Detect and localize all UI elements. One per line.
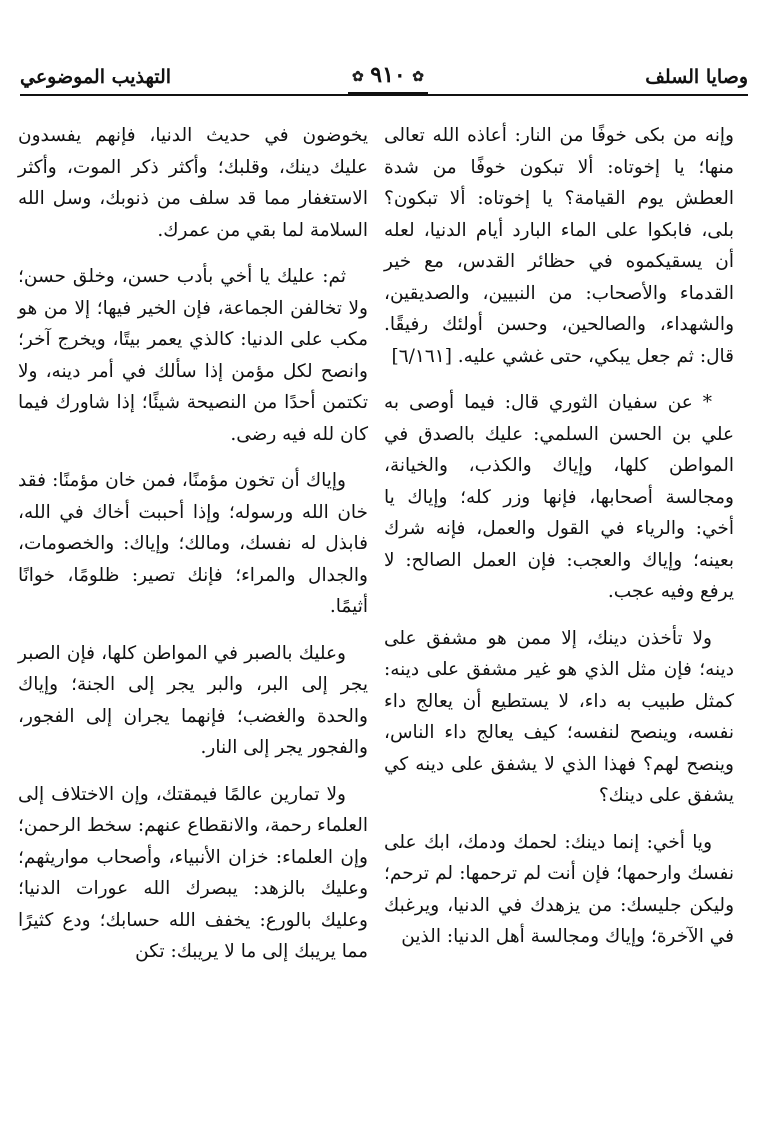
page-number xyxy=(348,58,428,94)
page-number-text: ٩١٠ xyxy=(370,62,406,88)
paragraph: ولا تأخذن دينك، إلا ممن هو مشفق على دينه؛ فإن مثل الذي هو غير مشفق على دينه: كمثل طبيب به داء، لا يستطيع أن يعالج داء نفسه، وينصح لنفسه؛ كيف يعالج داء الناس، وينصح لهم؟ فهذا الذي لا يشفق على دينه كي يشفق على دينك؟ xyxy=(384,627,734,806)
section-title: التهذيب الموضوعي xyxy=(20,66,172,88)
paragraph: ثم: عليك يا أخي بأدب حسن، وخلق حسن؛ ولا تخالفن الجماعة، فإن الخير فيها؛ إلا من هو مكب على الدنيا: كالذي يعمر بيتًا، ويخرج آخر؛ وانصح لكل مؤمن إذا سألك في أمر دينه، ولا تكتمن أحدًا من النصيحة شيئًا؛ إذا شاورك فيما كان لله فيه رضى. xyxy=(18,266,368,445)
header-rule xyxy=(20,94,748,96)
page-header xyxy=(20,58,748,102)
paragraph: وإنه من بكى خوفًا من النار: أعاذه الله تعالى منها؛ يا إخوتاه: ألا تبكون خوفًا من شدة العطش يوم القيامة؟ يا إخوتاه: ألا تبكون؟ بلى، فابكوا على الماء البارد أيام الدنيا، لعله أن يسقيكموه في حظائر القدس، مع خير القدماء والأصحاب: من النبيين، والصديقين، والشهداء، والصالحين، وحسن أولئك رفيقًا. قال: ثم جعل يبكي، حتى غشي عليه. [٦/١٦١] xyxy=(384,125,734,367)
paragraph: يخوضون في حديث الدنيا، فإنهم يفسدون عليك دينك، وقلبك؛ وأكثر ذكر الموت، وأكثر الاستغفار مما قد سلف من ذنوبك، وسل الله السلامة لما بقي من عمرك. xyxy=(18,125,368,241)
left-text-column xyxy=(18,120,368,983)
right-text-column xyxy=(384,120,734,968)
right-ornament-icon: ✿ xyxy=(412,69,424,85)
paragraph: * عن سفيان الثوري قال: فيما أوصى به علي بن الحسن السلمي: عليك بالصدق في المواطن كلها، وإياك والكذب، والخيانة، ومجالسة أصحابها، فإنها وزر كله؛ وإياك يا أخي: والرياء في القول والعمل، فإنه شرك بعينه؛ وإياك والعجب: فإن العمل الصالح: لا يرفع وفيه عجب. xyxy=(384,392,734,602)
paragraph: وعليك بالصبر في المواطن كلها، فإن الصبر يجر إلى البر، والبر يجر إلى الجنة؛ وإياك والحدة والغضب؛ فإنهما يجران إلى الفجور، والفجور يجر إلى النار. xyxy=(18,642,368,758)
paragraph: ويا أخي: إنما دينك: لحمك ودمك، ابك على نفسك وارحمها؛ فإن أنت لم ترحمها: لم ترحم؛ وليكن جليسك: من يزهدك في الدنيا، ويرغبك في الآخرة؛ وإياك ومجالسة أهل الدنيا: الذين xyxy=(384,831,734,947)
left-ornament-icon: ✿ xyxy=(352,69,364,85)
paragraph: ولا تمارين عالمًا فيمقتك، وإن الاختلاف إلى العلماء رحمة، والانقطاع عنهم: سخط الرحمن؛ وإن العلماء: خزان الأنبياء، وأصحاب مواريثهم؛ وعليك بالزهد: يبصرك الله عورات الدنيا؛ وعليك بالورع: يخفف الله حسابك؛ ودع كثيرًا مما يريبك إلى ما لا يريبك: تكن xyxy=(18,783,368,962)
book-title: وصايا السلف xyxy=(645,66,748,88)
paragraph: وإياك أن تخون مؤمنًا، فمن خان مؤمنًا: فقد خان الله ورسوله؛ وإذا أحببت أخاك في الله، فابذل له نفسك، ومالك؛ وإياك: والخصومات، والجدال والمراء؛ فإنك تصير: ظلومًا، خوانًا أثيمًا. xyxy=(18,470,368,617)
